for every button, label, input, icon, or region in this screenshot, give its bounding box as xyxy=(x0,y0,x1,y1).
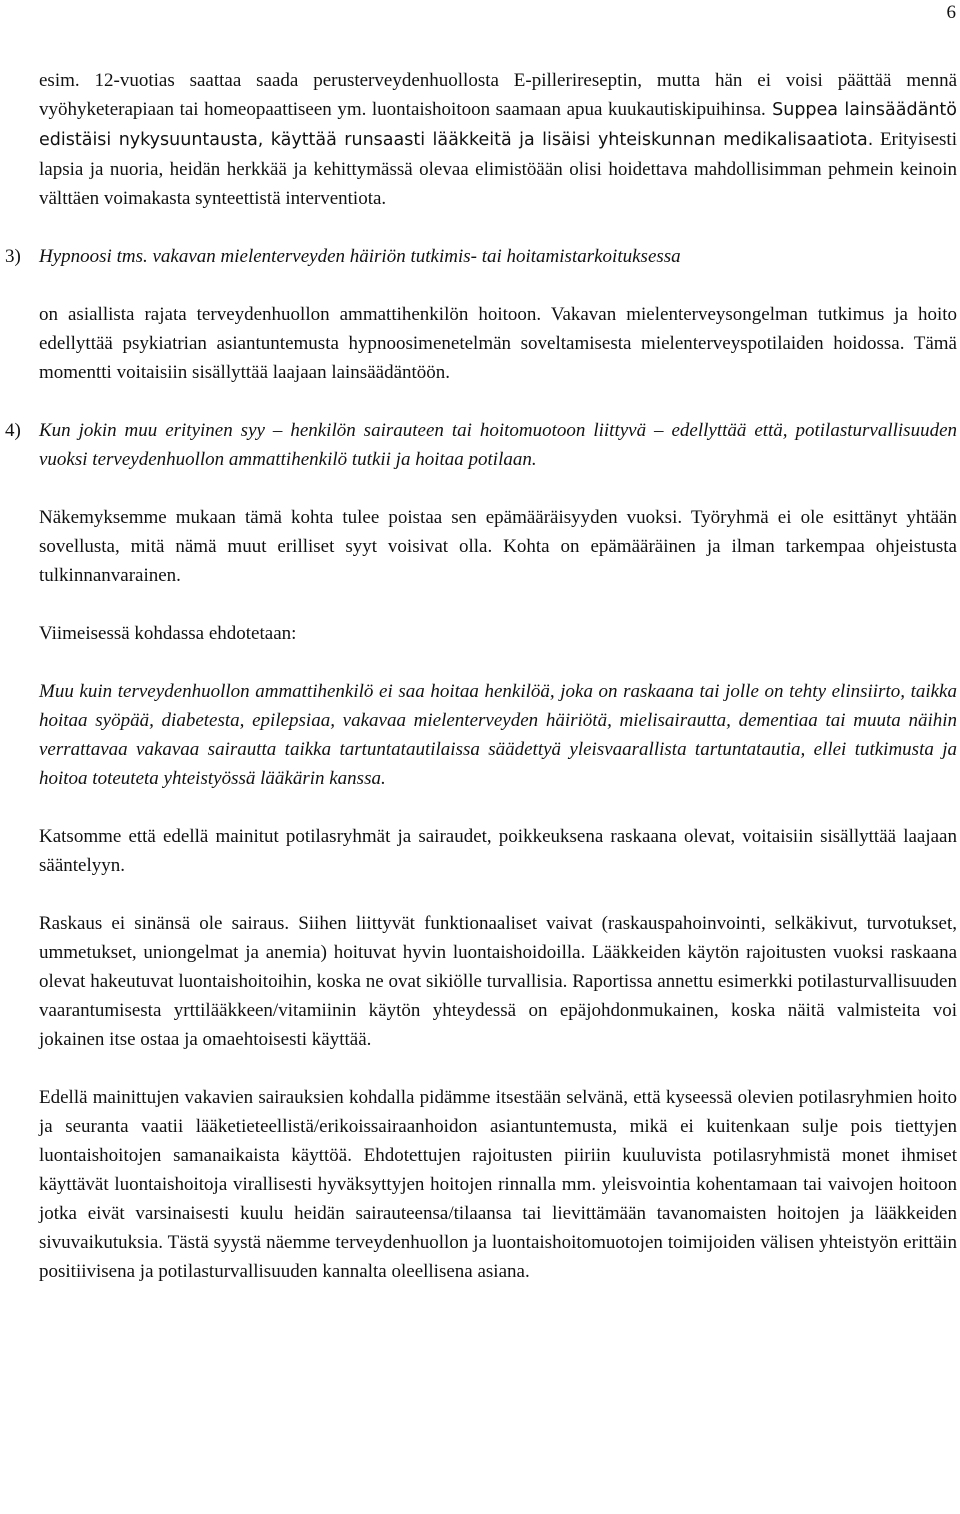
list-item-4-heading: Kun jokin muu erityinen syy – henkilön sairauteen tai hoitomuotoon liittyvä – edellyttää että, potilasturvallisuuden vuoksi terveydenhuollon ammattihenkilö tutkii ja hoitaa potilaan. xyxy=(39,420,957,470)
paragraph-intro-part-c: Erityisesti lapsia ja nuoria, heidän herkkää ja kehittymässä olevaa elimistöään olisi hoidettava mahdollisimman pehmein keinoin välttäen voimakasta synteettistä interventiota. xyxy=(39,129,957,209)
paragraph-intro xyxy=(39,66,957,213)
list-item-4 xyxy=(5,416,957,474)
paragraph-intro-part-a: esim. 12-vuotias saattaa saada perusterveydenhuollosta E-pillerireseptin, mutta hän ei voisi päättää mennä vyöhyketerapiaan tai homeopaattiseen ym. luontaishoitoon saamaan apua kuukautiskipuihinsa. xyxy=(39,70,957,120)
document-body xyxy=(5,66,957,1286)
list-item-4-number: 4) xyxy=(5,420,21,441)
paragraph-hypnosis-line1: on asiallista rajata terveydenhuollon ammattihenkilön hoitoon. xyxy=(39,304,542,325)
paragraph-view: Näkemyksemme mukaan tämä kohta tulee poistaa sen epämääräisyyden vuoksi. Työryhmä ei ole esittänyt yhtään sovellusta, mitä nämä muut erilliset syyt voisivat olla. Kohta on epämääräinen ja ilman tarkempaa ohjeistusta tulkinnanvarainen. xyxy=(39,507,957,586)
paragraph-quote: Muu kuin terveydenhuollon ammattihenkilö ei saa hoitaa henkilöä, joka on raskaana tai jolle on tehty elinsiirto, taikka hoitaa syöpää, diabetesta, epilepsiaa, vakavaa mielenterveyden häiriötä, mielisairautta, dementiaa tai muuta näihin verrattavaa vakavaa sairautta taikka tartuntatautilaissa säädettyä yleisvaarallista tartuntatautia, ellei tutkimusta ja hoitoa toteuteta yhteistyössä lääkärin kanssa. xyxy=(39,681,957,789)
list-item-3 xyxy=(5,242,957,271)
paragraph-hypnosis-body: Vakavan mielenterveysongelman tutkimus ja hoito edellyttää psykiatrian asiantuntemusta hypnoosimenetelmän soveltamisesta mielenterveyspotilaiden hoidossa. Tämä momentti voitaisiin sisällyttää laajaan lainsäädäntöön. xyxy=(39,304,957,383)
list-item-3-heading: Hypnoosi tms. vakavan mielenterveyden häiriön tutkimis- tai hoitamistarkoituksessa xyxy=(39,246,681,267)
paragraph-consider: Katsomme että edellä mainitut potilasryhmät ja sairaudet, poikkeuksena raskaana olevat, voitaisiin sisällyttää laajaan sääntelyyn. xyxy=(39,826,957,876)
page-number: 6 xyxy=(946,2,956,23)
list-item-3-number: 3) xyxy=(5,246,21,267)
paragraph-pregnancy: Raskaus ei sinänsä ole sairaus. Siihen liittyvät funktionaaliset vaivat (raskauspahoinvointi, selkäkivut, turvotukset, ummetukset, uniongelmat ja anemia) hoituvat hyvin luontaishoidoilla. Lääkkeiden käytön rajoitusten vuoksi raskaana olevat hakeutuvat luontaishoitoihin, koska ne ovat sikiölle turvallisia. Raportissa annettu esimerkki potilasturvallisuuden vaarantumisesta yrttilääkkeen/vitamiinin käytön yhteydessä on epäjohdonmukainen, koska näitä valmisteita voi jokainen itse ostaa ja omaehtoisesti käyttää. xyxy=(39,913,957,1050)
paragraph-intro-part-b: Suppea lainsäädäntö edistäisi nykysuuntausta, käyttää runsaasti lääkkeitä ja lisäisi yhteiskunnan medikalisaatiota. xyxy=(39,100,957,150)
paragraph-hypnosis xyxy=(39,300,957,387)
paragraph-final: Edellä mainittujen vakavien sairauksien kohdalla pidämme itsestään selvänä, että kyseessä olevien potilasryhmien hoito ja seuranta vaatii lääketieteellistä/erikoissairaanhoidon asiantuntemusta, mikä ei kuitenkaan sulje pois tiettyjen luontaishoitojen samanaikaista käyttöä. Ehdotettujen rajoitusten piiriin kuuluvista potilasryhmistä monet ihmiset käyttävät luontaishoitoja virallisesti hyväksyttyjen hoitojen rinnalla mm. yleisvointia kohentamaan tai vaivojen hoitoon jotka eivät varsinaisesti kuulu heidän sairauteensa/tilaansa tai lievittämään tavanomaisten hoitojen ja lääkkeiden sivuvaikutuksia. Tästä syystä näemme terveydenhuollon ja luontaishoitomuotojen toimijoiden välisen yhteistyön erittäin positiivisena ja potilasturvallisuuden kannalta oleellisena asiana. xyxy=(39,1087,957,1282)
paragraph-last-intro: Viimeisessä kohdassa ehdotetaan: xyxy=(39,623,297,644)
